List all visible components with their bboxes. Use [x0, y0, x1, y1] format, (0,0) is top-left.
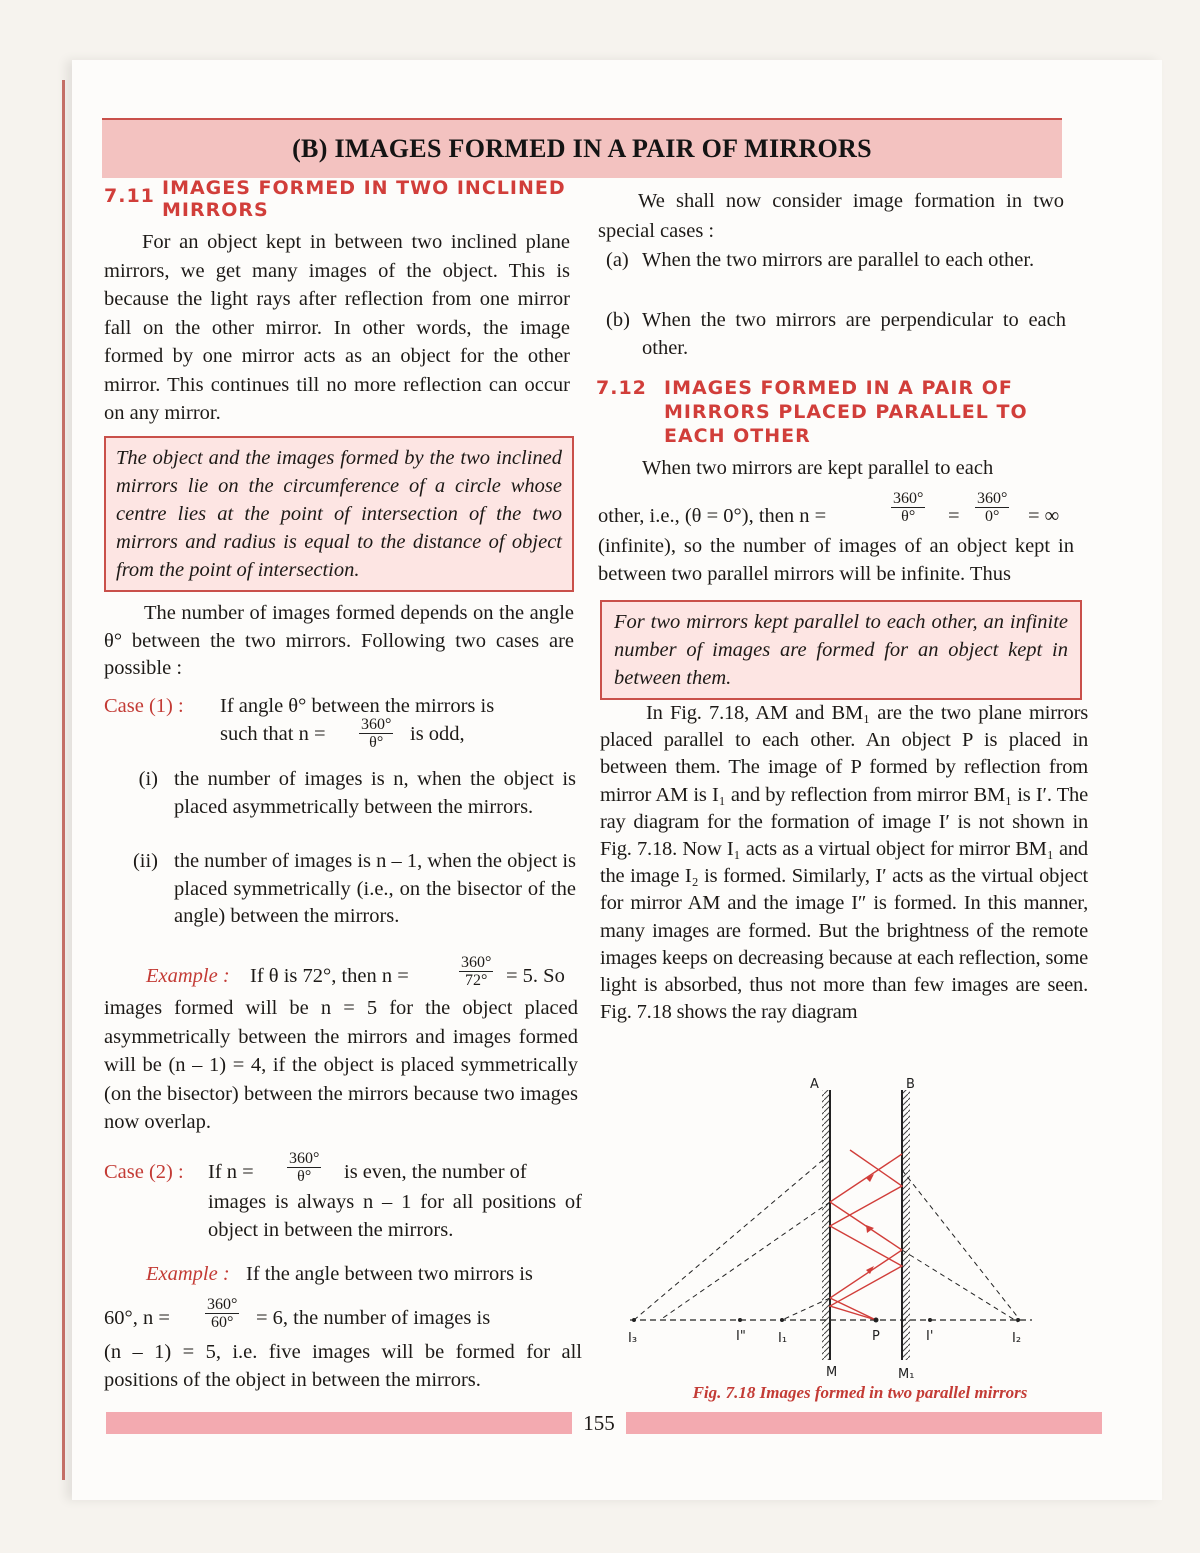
- fraction-numerator: 360°: [289, 1150, 320, 1167]
- fraction-denominator: θ°: [369, 734, 384, 751]
- heading-7-12-line3: EACH OTHER: [664, 425, 811, 447]
- highlight-box-circle: The object and the images formed by the two inclined mirrors lie on the circumference of a circle whose centre lies at the point of intersection of the two mirrors and radius is equal to the distance of object from the point of intersection.: [104, 436, 574, 592]
- paragraph-inclined-mirrors: For an object kept in between two inclined plane mirrors, we get many images of the object. This is because the light rays after reflection from one mirror fall on the other mirror. In other words, the image formed by one mirror acts as an object for the other mirror. This continues till no more reflection can occur on any mirror.: [104, 231, 570, 424]
- list-item-a-text: When the two mirrors are parallel to each other.: [642, 249, 1035, 271]
- virtual-ray: [902, 1170, 1020, 1320]
- page-number: 155: [572, 1406, 626, 1440]
- example-2-text-c: = 6, the number of images is: [256, 1307, 491, 1329]
- fraction-numerator: 360°: [893, 490, 924, 507]
- list-item-b-label: (b): [606, 309, 630, 331]
- list-item-a-label: (a): [606, 249, 629, 271]
- equals-sign: =: [948, 505, 960, 527]
- example-1-rest: images formed will be n = 5 for the object placed asymmetrically between the mirrors and images formed will be (n – 1) = 4, if the object is placed symmetrically (on the bisector) between the mirrors because two images now overlap.: [104, 997, 578, 1133]
- fraction-360-72: [459, 954, 493, 989]
- figure-caption: Fig. 7.18 Images formed in two parallel mirrors: [692, 1383, 1028, 1402]
- case-1-label: Case (1) :: [104, 695, 184, 717]
- paragraph-special-cases: We shall now consider image formation in two special cases :: [598, 190, 1064, 242]
- fraction-numerator: 360°: [977, 490, 1008, 507]
- example-2-label: Example :: [146, 1263, 230, 1285]
- section-header-title: (B) IMAGES FORMED IN A PAIR OF MIRRORS: [292, 134, 872, 163]
- image-i3-point: [632, 1318, 636, 1322]
- case-1-text-b: such that n =: [220, 723, 326, 745]
- list-item-ii-text: the number of images is n – 1, when the object is placed symmetrically (i.e., on the bisector of the angle) between the mirrors.: [174, 850, 576, 927]
- fraction-denominator: θ°: [297, 1168, 312, 1185]
- label-i-prime: I': [926, 1329, 934, 1344]
- label-i2: I₂: [1012, 1331, 1022, 1346]
- fraction-360-60: [205, 1296, 239, 1331]
- paragraph-number-of-images: The number of images formed depends on the angle θ° between the two mirrors. Following two cases are possible :: [104, 602, 574, 679]
- fraction-360-theta-2: [287, 1150, 321, 1185]
- heading-7-12-line2: MIRRORS PLACED PARALLEL TO: [664, 401, 1028, 423]
- image-i2-point: [1016, 1318, 1020, 1322]
- case-1-text-c: is odd,: [410, 723, 465, 745]
- heading-7-11-line1: IMAGES FORMED IN TWO INCLINED: [162, 177, 566, 199]
- ray-arrow: [866, 1225, 874, 1233]
- label-m1: M₁: [898, 1367, 915, 1382]
- paragraph-parallel-line2: other, i.e., (θ = 0°), then n =: [598, 505, 827, 527]
- image-i1-point: [780, 1318, 784, 1322]
- fraction-numerator: 360°: [361, 716, 392, 733]
- virtual-ray: [902, 1250, 1018, 1322]
- image-i-prime-point: [928, 1318, 932, 1322]
- fraction-numerator: 360°: [207, 1296, 238, 1313]
- fraction-denominator: 72°: [465, 972, 488, 989]
- heading-7-11-line2: MIRRORS: [162, 199, 269, 221]
- label-p: P: [872, 1329, 880, 1344]
- case-1-text-a: If angle θ° between the mirrors is: [220, 695, 495, 717]
- fraction-denominator: 0°: [985, 508, 1000, 525]
- label-m: M: [826, 1365, 838, 1380]
- fraction-denominator: 60°: [211, 1314, 234, 1331]
- heading-7-11-number: 7.11: [104, 185, 155, 207]
- example-1-label: Example :: [146, 965, 230, 987]
- case-2-rest: images is always n – 1 for all positions of object in between the mirrors.: [208, 1191, 582, 1241]
- fraction-360-0: [975, 490, 1009, 525]
- example-2-text-a: If the angle between two mirrors is: [246, 1263, 533, 1285]
- fraction-360-theta-r: [891, 490, 925, 525]
- equals-infinity: = ∞: [1028, 505, 1060, 527]
- example-2-rest: (n – 1) = 5, i.e. five images will be formed for all positions of the object in between the mirrors.: [104, 1341, 582, 1391]
- fraction-numerator: 360°: [461, 954, 492, 971]
- label-i1: I₁: [778, 1331, 788, 1346]
- virtual-ray: [634, 1154, 830, 1320]
- paragraph-parallel-line1: When two mirrors are kept parallel to each: [642, 457, 994, 479]
- example-2-text-b: 60°, n =: [104, 1307, 170, 1329]
- highlight-box-infinite: For two mirrors kept parallel to each other, an infinite number of images are formed for an object kept in between them.: [600, 600, 1082, 700]
- label-i3: I₃: [628, 1331, 638, 1346]
- fraction-360-theta: [359, 716, 393, 751]
- heading-7-12-line1: IMAGES FORMED IN A PAIR OF: [664, 377, 1013, 399]
- case-2-label: Case (2) :: [104, 1161, 184, 1183]
- example-1-text-b: = 5. So: [506, 965, 565, 987]
- virtual-ray: [660, 1202, 830, 1320]
- list-item-i-label: (i): [138, 768, 158, 790]
- heading-7-12-number: 7.12: [596, 377, 647, 399]
- case-2-text-b: is even, the number of: [344, 1161, 527, 1183]
- image-i-double-prime-point: [738, 1318, 742, 1322]
- list-item-i-text: the number of images is n, when the object is placed asymmetrically between the mirrors.: [174, 768, 576, 818]
- object-p-point: [874, 1318, 879, 1323]
- example-1-text-a: If θ is 72°, then n =: [250, 965, 409, 987]
- list-item-ii-label: (ii): [132, 850, 158, 872]
- page-edge: [62, 80, 65, 1480]
- list-item-b-text: When the two mirrors are perpendicular to each other.: [642, 309, 1066, 359]
- ray-path-2: [830, 1150, 902, 1320]
- fraction-denominator: θ°: [901, 508, 916, 525]
- figure-7-18-ray-diagram: [620, 1070, 1060, 1382]
- label-i-double-prime: I": [736, 1329, 746, 1344]
- paragraph-parallel-rest: (infinite), so the number of images of an object kept in between two parallel mirrors will be infinite. Thus: [598, 535, 1074, 585]
- section-header-band: [102, 118, 1062, 178]
- label-a: A: [810, 1077, 819, 1092]
- case-2-text-a: If n =: [208, 1161, 254, 1183]
- label-b: B: [906, 1077, 915, 1092]
- paragraph-fig-7-18: In Fig. 7.18, AM and BM₁ are the two plane mirrors placed parallel to each other. An object P is placed in between them. The image of P formed by reflection from mirror AM is I₁ and by reflection from mirror BM₁ is I′. The ray diagram for the formation of image I′ is not shown in Fig. 7.18. Now I₁ acts as a virtual object for mirror BM₁ and the image I₂ is formed. Similarly, I′ acts as the virtual object for mirror AM and the image I″ is formed. In this manner, many images are formed. But the brightness of the remote images keeps on decreasing because at each reflection, some light is absorbed, thus not more than few images are seen. Fig. 7.18 shows the ray diagram: [600, 702, 1088, 1024]
